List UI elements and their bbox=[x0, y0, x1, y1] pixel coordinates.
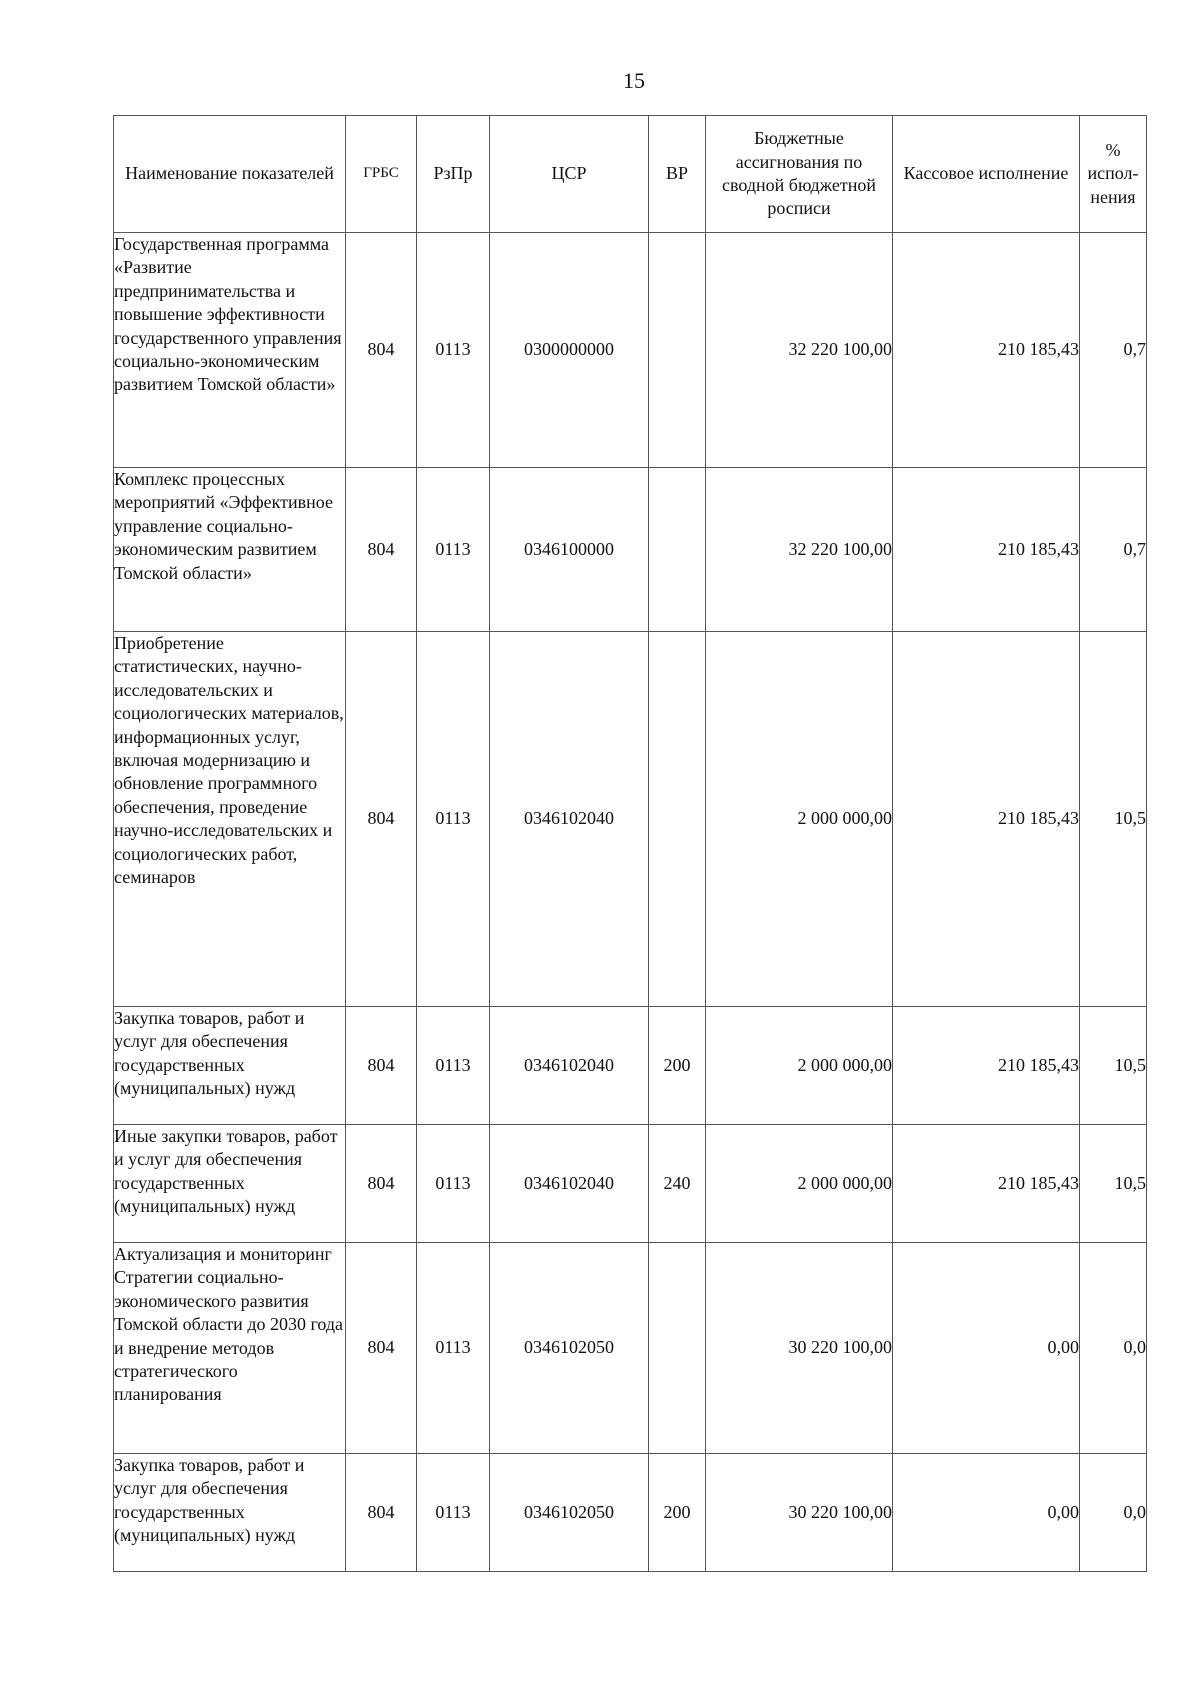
cell-rzpr: 0113 bbox=[417, 632, 490, 1007]
table-row bbox=[114, 1007, 1147, 1125]
table-row bbox=[114, 233, 1147, 468]
table-header bbox=[114, 116, 1147, 233]
header-vr: ВР bbox=[649, 116, 706, 233]
cell-execution: 210 185,43 bbox=[893, 1007, 1080, 1125]
header-rzpr: РзПр bbox=[417, 116, 490, 233]
cell-assignments: 2 000 000,00 bbox=[706, 1007, 893, 1125]
cell-assignments: 32 220 100,00 bbox=[706, 468, 893, 632]
cell-assignments: 2 000 000,00 bbox=[706, 632, 893, 1007]
table-row bbox=[114, 1125, 1147, 1243]
cell-csr: 0346102040 bbox=[490, 1007, 649, 1125]
header-execution: Кассовое исполнение bbox=[893, 116, 1080, 233]
cell-grbs: 804 bbox=[346, 1243, 417, 1454]
cell-csr: 0346102040 bbox=[490, 1125, 649, 1243]
cell-grbs: 804 bbox=[346, 632, 417, 1007]
table-body bbox=[114, 233, 1147, 1572]
cell-name: Государственная программа «Развитие предпринимательства и повышение эффективности государственного управления социально-экономическим развитием Томской области» bbox=[114, 233, 346, 468]
cell-vr: 240 bbox=[649, 1125, 706, 1243]
cell-execution: 0,00 bbox=[893, 1454, 1080, 1572]
cell-assignments: 30 220 100,00 bbox=[706, 1454, 893, 1572]
header-grbs: ГРБС bbox=[346, 116, 417, 233]
cell-csr: 0346100000 bbox=[490, 468, 649, 632]
cell-vr bbox=[649, 1243, 706, 1454]
header-row bbox=[114, 116, 1147, 233]
cell-rzpr: 0113 bbox=[417, 1243, 490, 1454]
cell-vr: 200 bbox=[649, 1454, 706, 1572]
cell-name: Закупка товаров, работ и услуг для обеспечения государственных (муниципальных) нужд bbox=[114, 1007, 346, 1125]
cell-percent: 0,0 bbox=[1080, 1243, 1147, 1454]
cell-name: Иные закупки товаров, работ и услуг для обеспечения государственных (муниципальных) нужд bbox=[114, 1125, 346, 1243]
table-row bbox=[114, 1454, 1147, 1572]
cell-execution: 210 185,43 bbox=[893, 468, 1080, 632]
table-row bbox=[114, 1243, 1147, 1454]
cell-vr: 200 bbox=[649, 1007, 706, 1125]
cell-rzpr: 0113 bbox=[417, 468, 490, 632]
cell-assignments: 30 220 100,00 bbox=[706, 1243, 893, 1454]
header-name: Наименование показателей bbox=[114, 116, 346, 233]
cell-rzpr: 0113 bbox=[417, 1125, 490, 1243]
cell-name: Приобретение статистических, научно-исследовательских и социологических материалов, информационных услуг, включая модернизацию и обновление программного обеспечения, проведение научно-исследовательских и социологических работ, семинаров bbox=[114, 632, 346, 1007]
cell-grbs: 804 bbox=[346, 468, 417, 632]
cell-execution: 210 185,43 bbox=[893, 1125, 1080, 1243]
cell-vr bbox=[649, 233, 706, 468]
cell-percent: 10,5 bbox=[1080, 1007, 1147, 1125]
cell-rzpr: 0113 bbox=[417, 1007, 490, 1125]
cell-percent: 0,7 bbox=[1080, 468, 1147, 632]
table-row bbox=[114, 468, 1147, 632]
cell-percent: 10,5 bbox=[1080, 1125, 1147, 1243]
cell-csr: 0346102050 bbox=[490, 1454, 649, 1572]
cell-percent: 10,5 bbox=[1080, 632, 1147, 1007]
cell-name: Актуализация и мониторинг Стратегии социально-экономического развития Томской области до 2030 года и внедрение методов стратегического планирования bbox=[114, 1243, 346, 1454]
cell-percent: 0,0 bbox=[1080, 1454, 1147, 1572]
table-row bbox=[114, 632, 1147, 1007]
cell-csr: 0346102050 bbox=[490, 1243, 649, 1454]
cell-percent: 0,7 bbox=[1080, 233, 1147, 468]
cell-execution: 210 185,43 bbox=[893, 233, 1080, 468]
header-assignments: Бюджетные ассигнования по сводной бюджетной росписи bbox=[706, 116, 893, 233]
cell-csr: 0300000000 bbox=[490, 233, 649, 468]
cell-assignments: 2 000 000,00 bbox=[706, 1125, 893, 1243]
budget-table bbox=[113, 115, 1147, 1572]
cell-vr bbox=[649, 632, 706, 1007]
header-csr: ЦСР bbox=[490, 116, 649, 233]
cell-name: Закупка товаров, работ и услуг для обеспечения государственных (муниципальных) нужд bbox=[114, 1454, 346, 1572]
cell-grbs: 804 bbox=[346, 233, 417, 468]
cell-grbs: 804 bbox=[346, 1007, 417, 1125]
cell-vr bbox=[649, 468, 706, 632]
cell-grbs: 804 bbox=[346, 1454, 417, 1572]
cell-execution: 210 185,43 bbox=[893, 632, 1080, 1007]
cell-name: Комплекс процессных мероприятий «Эффективное управление социально-экономическим развитием Томской области» bbox=[114, 468, 346, 632]
cell-execution: 0,00 bbox=[893, 1243, 1080, 1454]
cell-csr: 0346102040 bbox=[490, 632, 649, 1007]
cell-rzpr: 0113 bbox=[417, 233, 490, 468]
cell-grbs: 804 bbox=[346, 1125, 417, 1243]
header-percent: % испол-нения bbox=[1080, 116, 1147, 233]
cell-assignments: 32 220 100,00 bbox=[706, 233, 893, 468]
cell-rzpr: 0113 bbox=[417, 1454, 490, 1572]
page-number: 15 bbox=[623, 68, 645, 93]
